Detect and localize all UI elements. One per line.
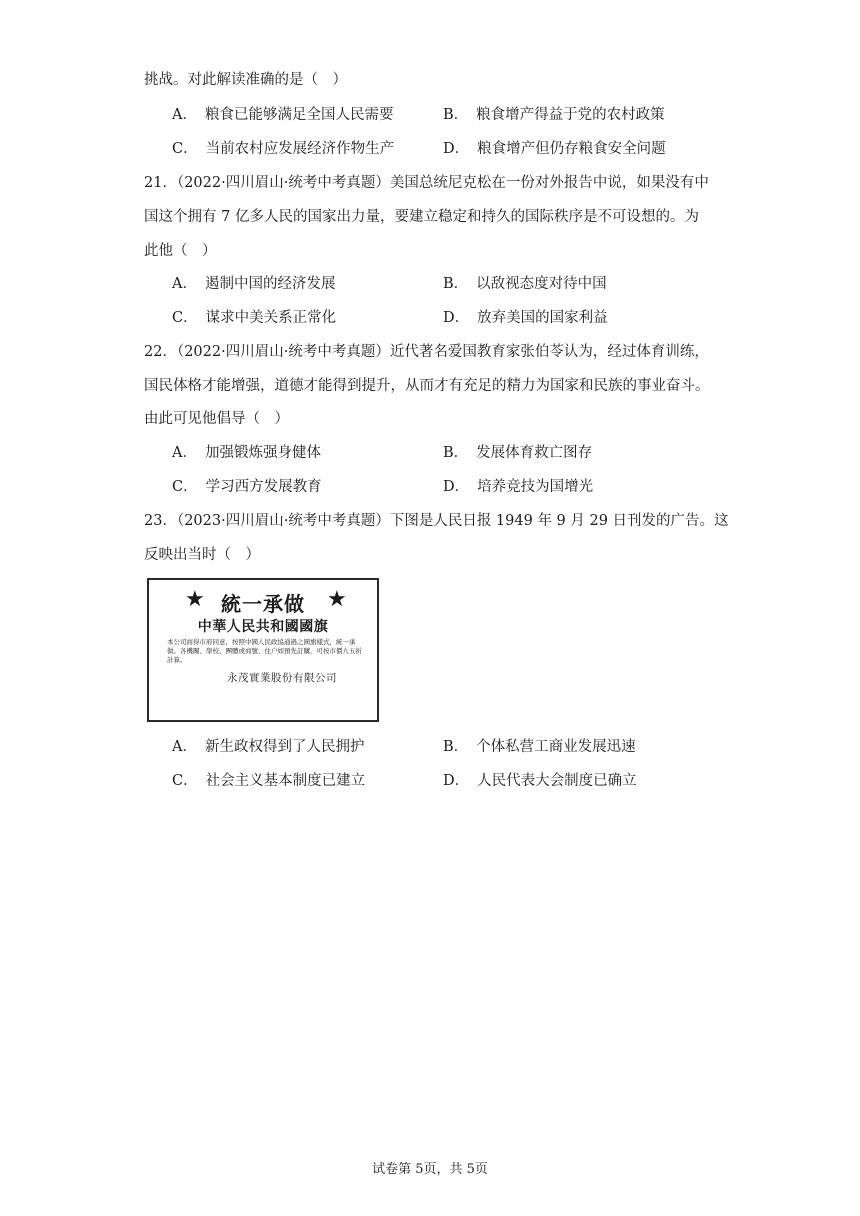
option-key: B． [443,739,469,755]
q23-option-a[interactable] [172,737,364,757]
q23-option-d[interactable] [443,771,637,791]
q21-option-a[interactable] [172,274,335,294]
option-key: D． [443,479,470,495]
newspaper-ad-figure [147,578,379,722]
option-key: A． [172,276,197,292]
option-key: A． [172,107,197,123]
option-key: B． [443,445,469,461]
ad-company-name: 永茂實業股份有限公司 [227,672,337,684]
option-key: D． [443,310,470,326]
option-text: 人民代表大会制度已确立 [477,773,637,789]
option-text: 谋求中美关系正常化 [205,310,337,326]
q20-option-c[interactable] [172,139,394,159]
option-text: 培养竞技为国增光 [477,479,594,495]
option-key: C． [172,141,198,157]
option-text: 遏制中国的经济发展 [204,276,336,292]
option-key: B． [443,276,469,292]
star-icon: ★ [327,587,347,612]
option-text: 放弃美国的国家利益 [477,310,608,326]
q22-option-a[interactable] [172,443,321,463]
q22-option-c[interactable] [172,477,322,497]
q23-option-c[interactable] [172,771,365,791]
option-text: 学习西方发展教育 [205,479,322,495]
option-text: 个体私营工商业发展迅速 [476,739,636,755]
option-text: 粮食已能够满足全国人民需要 [204,107,394,123]
q23-stem-line-2: 反映出当时（ ） [144,547,260,563]
q21-option-d[interactable] [443,308,608,328]
q22-stem-line-2: 国民体格才能增强，道德才能得到提升，从而才有充足的精力为国家和民族的事业奋斗。 [144,378,710,394]
option-text: 发展体育救亡图存 [476,445,593,461]
option-key: A． [172,739,197,755]
q22-option-d[interactable] [443,477,593,497]
q20-option-d[interactable] [443,139,666,159]
option-text: 加强锻炼强身健体 [204,445,321,461]
q20-stem-tail: 挑战。对此解读准确的是（ ） [144,72,347,88]
star-icon: ★ [185,587,205,612]
option-key: C． [172,310,198,326]
q22-stem-line-3: 由此可见他倡导（ ） [144,411,289,427]
option-key: C． [172,479,198,495]
option-text: 粮食增产但仍存粮食安全问题 [477,141,666,157]
option-text: 粮食增产得益于党的农村政策 [476,107,665,123]
option-text: 当前农村应发展经济作物生产 [205,141,395,157]
q20-option-a[interactable] [172,105,393,125]
q22-stem-line-1: 22．（2022·四川眉山·统考中考真题）近代著名爱国教育家张伯苓认为，经过体育训练， [144,344,709,360]
ad-body-text: 本公司商得市府同意，按照中國人民政協通過之國旗樣式，統一承做。各機關、學校、團體或商號、住户如預先訂購，可按市價九五折計算。 [167,638,362,664]
ad-subtitle: 中華人民共和國國旗 [197,619,329,635]
q21-option-b[interactable] [443,274,607,294]
option-text: 以敌视态度对待中国 [476,276,607,292]
option-key: D． [443,141,470,157]
option-key: B． [443,107,469,123]
option-text: 社会主义基本制度已建立 [205,773,366,789]
q21-stem-line-3: 此他（ ） [144,243,217,259]
ad-title: 統一承做 [221,592,305,616]
q21-stem-line-1: 21．（2022·四川眉山·统考中考真题）美国总统尼克松在一份对外报告中说，如果没有中 [144,175,709,191]
q20-option-b[interactable] [443,105,665,125]
q23-stem-line-1: 23．（2023·四川眉山·统考中考真题）下图是人民日报 1949 年 9 月 29 日刊发的广告。这 [144,513,729,529]
page-footer: 试卷第 5页，共 5页 [372,1162,488,1177]
q21-option-c[interactable] [172,308,336,328]
q21-stem-line-2: 国这个拥有 7 亿多人民的国家出力量，要建立稳定和持久的国际秩序是不可设想的。为 [144,209,699,225]
option-key: D． [443,773,470,789]
option-key: A． [172,445,197,461]
option-key: C． [172,773,198,789]
q22-option-b[interactable] [443,443,592,463]
q23-option-b[interactable] [443,737,636,757]
option-text: 新生政权得到了人民拥护 [204,739,365,755]
